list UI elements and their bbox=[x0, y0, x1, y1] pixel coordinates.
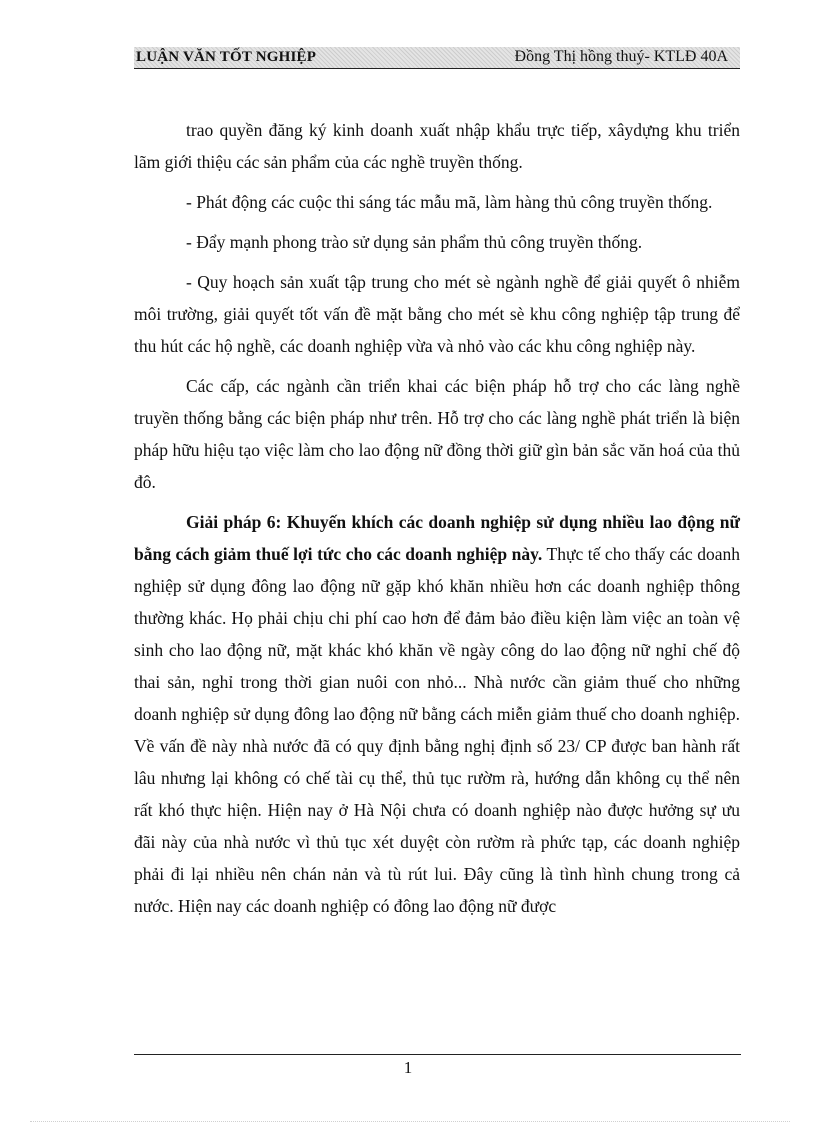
page-edge-divider bbox=[30, 1121, 790, 1122]
footer-divider bbox=[134, 1054, 741, 1055]
solution-text: Thực tế cho thấy các doanh nghiệp sử dụng đông lao động nữ gặp khó khăn nhiều hơn các doanh nghiệp thông thường khác. Họ phải chịu chi phí cao hơn để đảm bảo điều kiện làm việc an toàn vệ sinh cho lao động nữ, mặt khác khó khăn về ngày công do lao động nữ nghỉ chế độ thai sản, nghỉ trong thời gian nuôi con nhỏ... Nhà nước cần giảm thuế cho những doanh nghiệp sử dụng đông lao động nữ bằng cách miễn giảm thuế cho doanh nghiệp. Về vấn đề này nhà nước đã có quy định bằng nghị định số 23/ CP được ban hành rất lâu nhưng lại không có chế tài cụ thể, thủ tục rườm rà, hướng dẫn không cụ thể nên rất khó thực hiện. Hiện nay ở Hà Nội chưa có doanh nghiệp nào được hưởng sự ưu đãi này của nhà nước vì thủ tục xét duyệt còn rườm rà phức tạp, các doanh nghiệp phải đi lại nhiều nên chán nản và tù rút lui. Đây cũng là tình hình chung trong cả nước. Hiện nay các doanh nghiệp có đông lao động nữ được bbox=[134, 544, 740, 916]
bullet-paragraph: - Phát động các cuộc thi sáng tác mẫu mã, làm hàng thủ công truyền thống. bbox=[186, 192, 713, 212]
page-number: 1 bbox=[403, 1058, 413, 1077]
solution-heading: Giải pháp 6: Khuyến khích các doanh nghiệp sử dụng nhiều lao động nữ bằng cách giảm thuế lợi tức cho các doanh nghiệp này. bbox=[134, 512, 740, 564]
header-author: Đồng Thị hồng thuý- KTLĐ 40A bbox=[514, 48, 728, 65]
paragraph-continuation: trao quyền đăng ký kinh doanh xuất nhập khẩu trực tiếp, xâydựng khu triển lãm giới thiệu các sản phẩm của các nghề truyền thống. bbox=[134, 120, 740, 172]
document-body bbox=[134, 114, 740, 922]
solution-paragraph bbox=[134, 506, 740, 922]
bullet-paragraph: - Quy hoạch sản xuất tập trung cho mét sè ngành nghề để giải quyết ô nhiễm môi trường, giải quyết tốt vấn đề mặt bằng cho mét sè khu công nghiệp tập trung để thu hút các hộ nghề, các doanh nghiệp vừa và nhỏ vào các khu công nghiệp này. bbox=[134, 272, 740, 356]
page-header bbox=[134, 47, 740, 69]
body-paragraph: Các cấp, các ngành cần triển khai các biện pháp hỗ trợ cho các làng nghề truyền thống bằng các biện pháp như trên. Hỗ trợ cho các làng nghề phát triển là biện pháp hữu hiệu tạo việc làm cho lao động nữ đồng thời giữ gìn bản sắc văn hoá của thủ đô. bbox=[134, 376, 740, 492]
header-title: LUẬN VĂN TỐT NGHIỆP bbox=[136, 49, 317, 65]
bullet-paragraph: - Đẩy mạnh phong trào sử dụng sản phẩm thủ công truyền thống. bbox=[186, 232, 643, 252]
